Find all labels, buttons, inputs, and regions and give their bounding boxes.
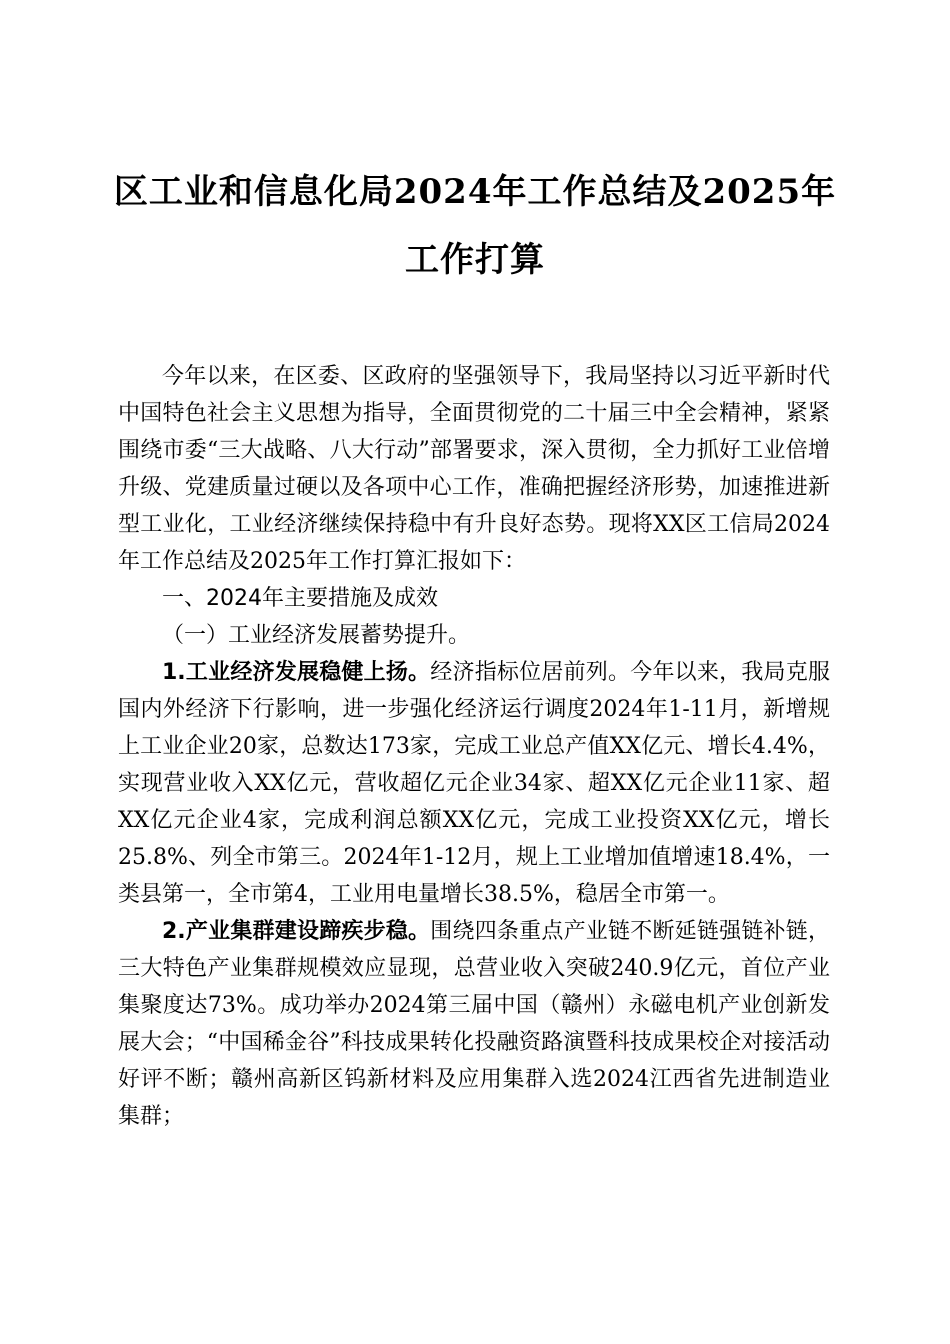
- item-2-paragraph: [118, 913, 830, 1135]
- subsection-heading: （一）工业经济发展蓄势提升。: [162, 623, 471, 648]
- item-1-text: 经济指标位居前列。今年以来，我局克服国内外经济下行影响，进一步强化经济运行调度2024年1-11月，新增规上工业企业20家，总数达173家，完成工业总产值XX亿元、增长4.4%，实现营业收入XX亿元，营收超亿元企业34家、超XX亿元企业11家、超XX亿元企业4家，完成利润总额XX亿元，完成工业投资XX亿元，增长25.8%、列全市第三。2024年1-12月，规上工业增加值增速18.4%，一类县第一，全市第4，工业用电量增长38.5%，稳居全市第一。: [118, 660, 830, 907]
- item-2-lead: 2.产业集群建设蹄疾步稳。: [162, 919, 431, 944]
- item-2-text: 围绕四条重点产业链不断延链强链补链，三大特色产业集群规模效应显现，总营业收入突破240.9亿元，首位产业集聚度达73%。成功举办2024第三届中国（赣州）永磁电机产业创新发展大会；“中国稀金谷”科技成果转化投融资路演暨科技成果校企对接活动好评不断；赣州高新区钨新材料及应用集群入选2024江西省先进制造业集群；: [118, 919, 830, 1129]
- section-heading: 一、2024年主要措施及成效: [162, 586, 438, 611]
- document-title-line-2: 工作打算: [405, 240, 545, 280]
- intro-paragraph: 今年以来，在区委、区政府的坚强领导下，我局坚持以习近平新时代中国特色社会主义思想为指导，全面贯彻党的二十届三中全会精神，紧紧围绕市委“三大战略、八大行动”部署要求，深入贯彻，全力抓好工业倍增升级、党建质量过硬以及各项中心工作，准确把握经济形势，加速推进新型工业化，工业经济继续保持稳中有升良好态势。现将XX区工信局2024年工作总结及2025年工作打算汇报如下：: [118, 364, 830, 574]
- document-body: [118, 358, 830, 1135]
- item-1-paragraph: [118, 654, 830, 913]
- item-1-lead: 1.工业经济发展稳健上扬。: [162, 660, 431, 685]
- document-title-line-1: 区工业和信息化局2024年工作总结及2025年: [113, 172, 837, 212]
